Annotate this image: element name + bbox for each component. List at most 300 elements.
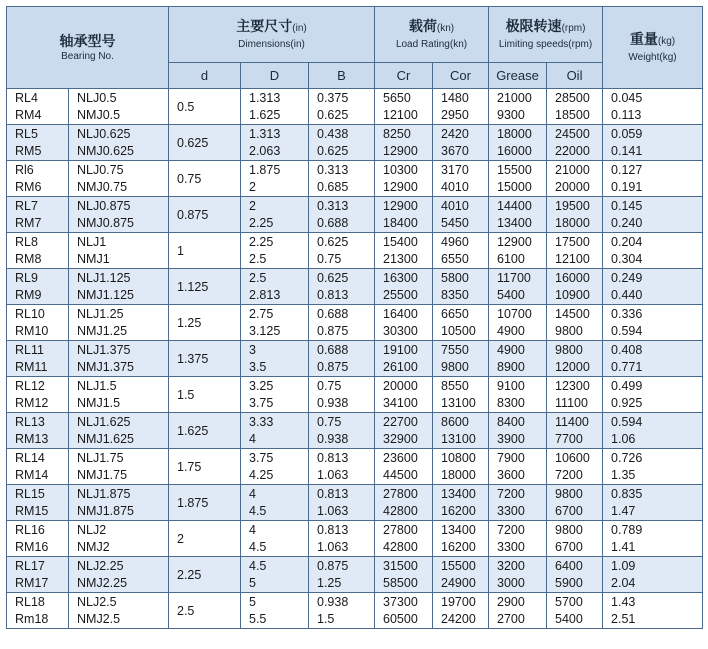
cell-oil: 5900: [547, 575, 603, 593]
cell-D: 2.25: [241, 215, 309, 233]
table-row: [7, 485, 703, 503]
cell-bearing-code: NMJ1.125: [69, 287, 169, 305]
cell-bearing-code: NMJ0.875: [69, 215, 169, 233]
cell-bearing-code: NMJ1: [69, 251, 169, 269]
table-row: [7, 125, 703, 143]
cell-D: 2: [241, 197, 309, 215]
cell-bearing-name: RM17: [7, 575, 69, 593]
cell-B: 1.063: [309, 539, 375, 557]
cell-Cr: 23600: [375, 449, 433, 467]
cell-weight: 1.09: [603, 557, 703, 575]
cell-oil: 6700: [547, 539, 603, 557]
cell-weight: 0.771: [603, 359, 703, 377]
cell-oil: 12000: [547, 359, 603, 377]
cell-bearing-name: RL7: [7, 197, 69, 215]
cell-B: 0.75: [309, 377, 375, 395]
cell-oil: 9800: [547, 485, 603, 503]
cell-d: 1.625: [169, 413, 241, 449]
table-row: [7, 503, 703, 521]
cell-Cr: 42800: [375, 503, 433, 521]
cell-grease: 21000: [489, 89, 547, 107]
cell-D: 2.25: [241, 233, 309, 251]
cell-bearing-name: RL9: [7, 269, 69, 287]
table-row: [7, 449, 703, 467]
cell-D: 3.5: [241, 359, 309, 377]
cell-Cor: 3170: [433, 161, 489, 179]
cell-weight: 0.440: [603, 287, 703, 305]
cell-grease: 7200: [489, 521, 547, 539]
header-load-en: Load Rating(kn): [395, 39, 468, 50]
cell-Cor: 13100: [433, 395, 489, 413]
cell-Cor: 9800: [433, 359, 489, 377]
table-row: [7, 233, 703, 251]
cell-Cr: 32900: [375, 431, 433, 449]
cell-Cor: 4010: [433, 179, 489, 197]
cell-grease: 9300: [489, 107, 547, 125]
cell-Cor: 15500: [433, 557, 489, 575]
cell-weight: 0.204: [603, 233, 703, 251]
cell-weight: 0.191: [603, 179, 703, 197]
cell-bearing-code: NLJ0.875: [69, 197, 169, 215]
cell-grease: 2900: [489, 593, 547, 611]
subheader-oil: Oil: [547, 63, 603, 89]
table-row: [7, 107, 703, 125]
subheader-d: d: [169, 63, 241, 89]
cell-bearing-name: RM6: [7, 179, 69, 197]
cell-oil: 7700: [547, 431, 603, 449]
cell-bearing-code: NLJ1.75: [69, 449, 169, 467]
cell-D: 4: [241, 485, 309, 503]
cell-bearing-code: NMJ1.375: [69, 359, 169, 377]
cell-bearing-name: RL4: [7, 89, 69, 107]
cell-B: 0.625: [309, 269, 375, 287]
subheader-B: B: [309, 63, 375, 89]
cell-weight: 0.726: [603, 449, 703, 467]
header-speed-unit: (rpm): [561, 23, 586, 34]
table-row: [7, 161, 703, 179]
cell-bearing-name: RM14: [7, 467, 69, 485]
cell-oil: 9800: [547, 323, 603, 341]
cell-Cor: 6550: [433, 251, 489, 269]
cell-weight: 0.789: [603, 521, 703, 539]
subheader-grease: Grease: [489, 63, 547, 89]
cell-B: 0.313: [309, 197, 375, 215]
cell-bearing-code: NMJ0.5: [69, 107, 169, 125]
cell-B: 0.813: [309, 521, 375, 539]
header-bearing-no: [7, 7, 169, 89]
subheader-Cor: Cor: [433, 63, 489, 89]
cell-Cr: 21300: [375, 251, 433, 269]
cell-Cor: 16200: [433, 539, 489, 557]
table-row: [7, 215, 703, 233]
cell-B: 0.688: [309, 215, 375, 233]
cell-d: 1: [169, 233, 241, 269]
cell-grease: 18000: [489, 125, 547, 143]
cell-B: 0.875: [309, 557, 375, 575]
cell-grease: 3300: [489, 539, 547, 557]
cell-B: 1.25: [309, 575, 375, 593]
cell-Cr: 27800: [375, 521, 433, 539]
table-row: [7, 359, 703, 377]
cell-weight: 0.059: [603, 125, 703, 143]
cell-oil: 6400: [547, 557, 603, 575]
table-row: [7, 557, 703, 575]
table-row: [7, 413, 703, 431]
cell-D: 5.5: [241, 611, 309, 629]
table-row: [7, 269, 703, 287]
cell-D: 2.813: [241, 287, 309, 305]
cell-D: 4.5: [241, 557, 309, 575]
cell-bearing-code: NLJ2.5: [69, 593, 169, 611]
header-weight: [603, 7, 703, 89]
table-row: [7, 467, 703, 485]
cell-oil: 21000: [547, 161, 603, 179]
cell-B: 0.688: [309, 305, 375, 323]
cell-oil: 18500: [547, 107, 603, 125]
cell-Cr: 18400: [375, 215, 433, 233]
cell-bearing-name: RL11: [7, 341, 69, 359]
cell-oil: 20000: [547, 179, 603, 197]
cell-oil: 5700: [547, 593, 603, 611]
cell-bearing-name: Rl6: [7, 161, 69, 179]
cell-D: 2.75: [241, 305, 309, 323]
header-speed-zh: 极限转速: [505, 18, 562, 34]
cell-bearing-code: NMJ1.25: [69, 323, 169, 341]
header-load-zh: 载荷: [408, 18, 437, 34]
cell-bearing-code: NMJ1.625: [69, 431, 169, 449]
cell-bearing-name: RM7: [7, 215, 69, 233]
cell-Cr: 16400: [375, 305, 433, 323]
cell-Cor: 1480: [433, 89, 489, 107]
cell-Cor: 13400: [433, 485, 489, 503]
cell-oil: 11100: [547, 395, 603, 413]
header-dims-unit: (in): [292, 23, 307, 34]
cell-Cr: 12100: [375, 107, 433, 125]
table-header: [7, 7, 703, 89]
cell-Cr: 22700: [375, 413, 433, 431]
cell-D: 3.125: [241, 323, 309, 341]
cell-bearing-code: NMJ1.75: [69, 467, 169, 485]
cell-bearing-name: RL13: [7, 413, 69, 431]
cell-grease: 3600: [489, 467, 547, 485]
cell-Cor: 13100: [433, 431, 489, 449]
cell-grease: 9100: [489, 377, 547, 395]
cell-grease: 3300: [489, 503, 547, 521]
cell-weight: 2.04: [603, 575, 703, 593]
cell-weight: 0.249: [603, 269, 703, 287]
cell-d: 2: [169, 521, 241, 557]
table-row: [7, 377, 703, 395]
cell-weight: 0.240: [603, 215, 703, 233]
cell-weight: 0.594: [603, 413, 703, 431]
cell-d: 2.5: [169, 593, 241, 629]
cell-bearing-code: NLJ0.5: [69, 89, 169, 107]
cell-grease: 4900: [489, 341, 547, 359]
cell-weight: 0.113: [603, 107, 703, 125]
cell-oil: 22000: [547, 143, 603, 161]
table-row: [7, 395, 703, 413]
cell-Cr: 15400: [375, 233, 433, 251]
cell-Cor: 4960: [433, 233, 489, 251]
cell-D: 2.5: [241, 251, 309, 269]
cell-bearing-name: RM8: [7, 251, 69, 269]
cell-bearing-name: RL10: [7, 305, 69, 323]
cell-D: 5: [241, 593, 309, 611]
cell-weight: 0.925: [603, 395, 703, 413]
cell-Cr: 37300: [375, 593, 433, 611]
cell-D: 1.313: [241, 125, 309, 143]
cell-grease: 14400: [489, 197, 547, 215]
cell-oil: 9800: [547, 521, 603, 539]
cell-bearing-code: NLJ2: [69, 521, 169, 539]
cell-Cr: 44500: [375, 467, 433, 485]
table-row: [7, 305, 703, 323]
cell-B: 0.875: [309, 323, 375, 341]
header-weight-unit: (kg): [657, 36, 676, 47]
cell-B: 0.938: [309, 395, 375, 413]
cell-oil: 10900: [547, 287, 603, 305]
header-dims-en: Dimensions(in): [238, 39, 305, 50]
cell-Cor: 4010: [433, 197, 489, 215]
cell-bearing-name: RL16: [7, 521, 69, 539]
header-speed-en: Limiting speeds(rpm): [498, 39, 593, 50]
cell-B: 0.938: [309, 431, 375, 449]
table-row: [7, 251, 703, 269]
cell-grease: 4900: [489, 323, 547, 341]
cell-Cr: 20000: [375, 377, 433, 395]
cell-Cor: 10800: [433, 449, 489, 467]
cell-grease: 7900: [489, 449, 547, 467]
cell-d: 1.5: [169, 377, 241, 413]
cell-Cor: 16200: [433, 503, 489, 521]
cell-Cor: 10500: [433, 323, 489, 341]
cell-bearing-name: RL5: [7, 125, 69, 143]
subheader-Cr: Cr: [375, 63, 433, 89]
cell-D: 4.25: [241, 467, 309, 485]
header-load-rating: [375, 7, 489, 63]
cell-bearing-name: RL8: [7, 233, 69, 251]
cell-Cr: 25500: [375, 287, 433, 305]
cell-D: 5: [241, 575, 309, 593]
cell-oil: 12300: [547, 377, 603, 395]
cell-bearing-name: RL15: [7, 485, 69, 503]
header-weight-en: Weight(kg): [628, 52, 677, 63]
cell-oil: 10600: [547, 449, 603, 467]
cell-Cor: 24900: [433, 575, 489, 593]
cell-d: 1.875: [169, 485, 241, 521]
cell-weight: 1.06: [603, 431, 703, 449]
cell-B: 0.875: [309, 359, 375, 377]
cell-Cor: 24200: [433, 611, 489, 629]
cell-d: 1.125: [169, 269, 241, 305]
table-row: [7, 341, 703, 359]
cell-bearing-code: NMJ2: [69, 539, 169, 557]
cell-oil: 14500: [547, 305, 603, 323]
cell-weight: 0.336: [603, 305, 703, 323]
cell-D: 4: [241, 431, 309, 449]
table-row: [7, 197, 703, 215]
table-row: [7, 143, 703, 161]
cell-B: 0.313: [309, 161, 375, 179]
cell-bearing-name: RL14: [7, 449, 69, 467]
table-row: [7, 539, 703, 557]
cell-bearing-code: NLJ0.625: [69, 125, 169, 143]
cell-bearing-code: NLJ2.25: [69, 557, 169, 575]
cell-Cor: 5800: [433, 269, 489, 287]
table-row: [7, 593, 703, 611]
cell-Cr: 26100: [375, 359, 433, 377]
cell-bearing-name: RM10: [7, 323, 69, 341]
table-row: [7, 287, 703, 305]
cell-grease: 8900: [489, 359, 547, 377]
cell-d: 1.375: [169, 341, 241, 377]
header-load-unit: (kn): [436, 23, 455, 34]
cell-oil: 5400: [547, 611, 603, 629]
cell-Cor: 8550: [433, 377, 489, 395]
cell-B: 0.813: [309, 449, 375, 467]
cell-grease: 13400: [489, 215, 547, 233]
cell-bearing-name: RM4: [7, 107, 69, 125]
cell-bearing-code: NMJ2.5: [69, 611, 169, 629]
cell-weight: 0.594: [603, 323, 703, 341]
cell-grease: 15500: [489, 161, 547, 179]
cell-D: 2.063: [241, 143, 309, 161]
cell-B: 1.063: [309, 503, 375, 521]
cell-Cor: 19700: [433, 593, 489, 611]
cell-d: 0.75: [169, 161, 241, 197]
cell-bearing-name: RM12: [7, 395, 69, 413]
cell-grease: 11700: [489, 269, 547, 287]
cell-bearing-code: NMJ2.25: [69, 575, 169, 593]
cell-B: 0.688: [309, 341, 375, 359]
cell-weight: 0.835: [603, 485, 703, 503]
cell-bearing-code: NLJ1.375: [69, 341, 169, 359]
cell-oil: 24500: [547, 125, 603, 143]
cell-bearing-code: NLJ1.125: [69, 269, 169, 287]
cell-Cr: 10300: [375, 161, 433, 179]
cell-B: 0.938: [309, 593, 375, 611]
cell-bearing-name: RM16: [7, 539, 69, 557]
cell-D: 3.75: [241, 449, 309, 467]
cell-Cr: 12900: [375, 197, 433, 215]
cell-grease: 2700: [489, 611, 547, 629]
table-row: [7, 521, 703, 539]
table-row: [7, 575, 703, 593]
cell-B: 0.438: [309, 125, 375, 143]
cell-weight: 0.304: [603, 251, 703, 269]
cell-D: 2.5: [241, 269, 309, 287]
cell-Cor: 8600: [433, 413, 489, 431]
cell-B: 0.813: [309, 287, 375, 305]
cell-Cr: 58500: [375, 575, 433, 593]
cell-B: 0.75: [309, 413, 375, 431]
cell-grease: 10700: [489, 305, 547, 323]
cell-bearing-code: NLJ0.75: [69, 161, 169, 179]
cell-d: 1.25: [169, 305, 241, 341]
cell-Cr: 27800: [375, 485, 433, 503]
cell-bearing-code: NMJ0.75: [69, 179, 169, 197]
cell-oil: 11400: [547, 413, 603, 431]
table-row: [7, 179, 703, 197]
cell-weight: 0.408: [603, 341, 703, 359]
cell-oil: 19500: [547, 197, 603, 215]
cell-weight: 0.499: [603, 377, 703, 395]
table-body: [7, 89, 703, 629]
cell-d: 0.5: [169, 89, 241, 125]
cell-bearing-code: NMJ0.625: [69, 143, 169, 161]
cell-D: 4: [241, 521, 309, 539]
cell-bearing-name: RL18: [7, 593, 69, 611]
cell-d: 0.875: [169, 197, 241, 233]
cell-Cor: 3670: [433, 143, 489, 161]
cell-D: 1.313: [241, 89, 309, 107]
cell-weight: 1.43: [603, 593, 703, 611]
cell-bearing-name: RM13: [7, 431, 69, 449]
cell-grease: 3900: [489, 431, 547, 449]
cell-Cor: 13400: [433, 521, 489, 539]
cell-d: 2.25: [169, 557, 241, 593]
cell-oil: 9800: [547, 341, 603, 359]
cell-bearing-code: NLJ1.875: [69, 485, 169, 503]
cell-bearing-name: RL17: [7, 557, 69, 575]
cell-D: 3: [241, 341, 309, 359]
cell-D: 4.5: [241, 539, 309, 557]
cell-B: 0.813: [309, 485, 375, 503]
cell-D: 3.33: [241, 413, 309, 431]
cell-bearing-code: NLJ1: [69, 233, 169, 251]
cell-oil: 28500: [547, 89, 603, 107]
cell-weight: 1.35: [603, 467, 703, 485]
cell-weight: 1.47: [603, 503, 703, 521]
table-row: [7, 89, 703, 107]
cell-oil: 17500: [547, 233, 603, 251]
cell-oil: 16000: [547, 269, 603, 287]
cell-oil: 7200: [547, 467, 603, 485]
cell-B: 0.625: [309, 233, 375, 251]
subheader-D: D: [241, 63, 309, 89]
cell-D: 4.5: [241, 503, 309, 521]
cell-oil: 6700: [547, 503, 603, 521]
header-limiting-speeds: [489, 7, 603, 63]
header-dimensions: [169, 7, 375, 63]
cell-grease: 16000: [489, 143, 547, 161]
cell-Cor: 2950: [433, 107, 489, 125]
cell-bearing-code: NMJ1.875: [69, 503, 169, 521]
cell-bearing-name: RM5: [7, 143, 69, 161]
cell-oil: 18000: [547, 215, 603, 233]
cell-weight: 0.141: [603, 143, 703, 161]
cell-Cr: 12900: [375, 143, 433, 161]
cell-bearing-name: Rm18: [7, 611, 69, 629]
cell-Cor: 8350: [433, 287, 489, 305]
cell-Cr: 60500: [375, 611, 433, 629]
cell-d: 1.75: [169, 449, 241, 485]
cell-Cor: 18000: [433, 467, 489, 485]
cell-Cr: 19100: [375, 341, 433, 359]
bearing-spec-sheet: [6, 6, 702, 645]
cell-D: 3.25: [241, 377, 309, 395]
cell-B: 0.75: [309, 251, 375, 269]
header-dims-zh: 主要尺寸: [236, 18, 293, 34]
cell-grease: 15000: [489, 179, 547, 197]
cell-weight: 2.51: [603, 611, 703, 629]
cell-bearing-name: RM15: [7, 503, 69, 521]
cell-bearing-name: RM11: [7, 359, 69, 377]
cell-d: 0.625: [169, 125, 241, 161]
cell-weight: 0.045: [603, 89, 703, 107]
cell-weight: 0.127: [603, 161, 703, 179]
cell-bearing-name: RM9: [7, 287, 69, 305]
